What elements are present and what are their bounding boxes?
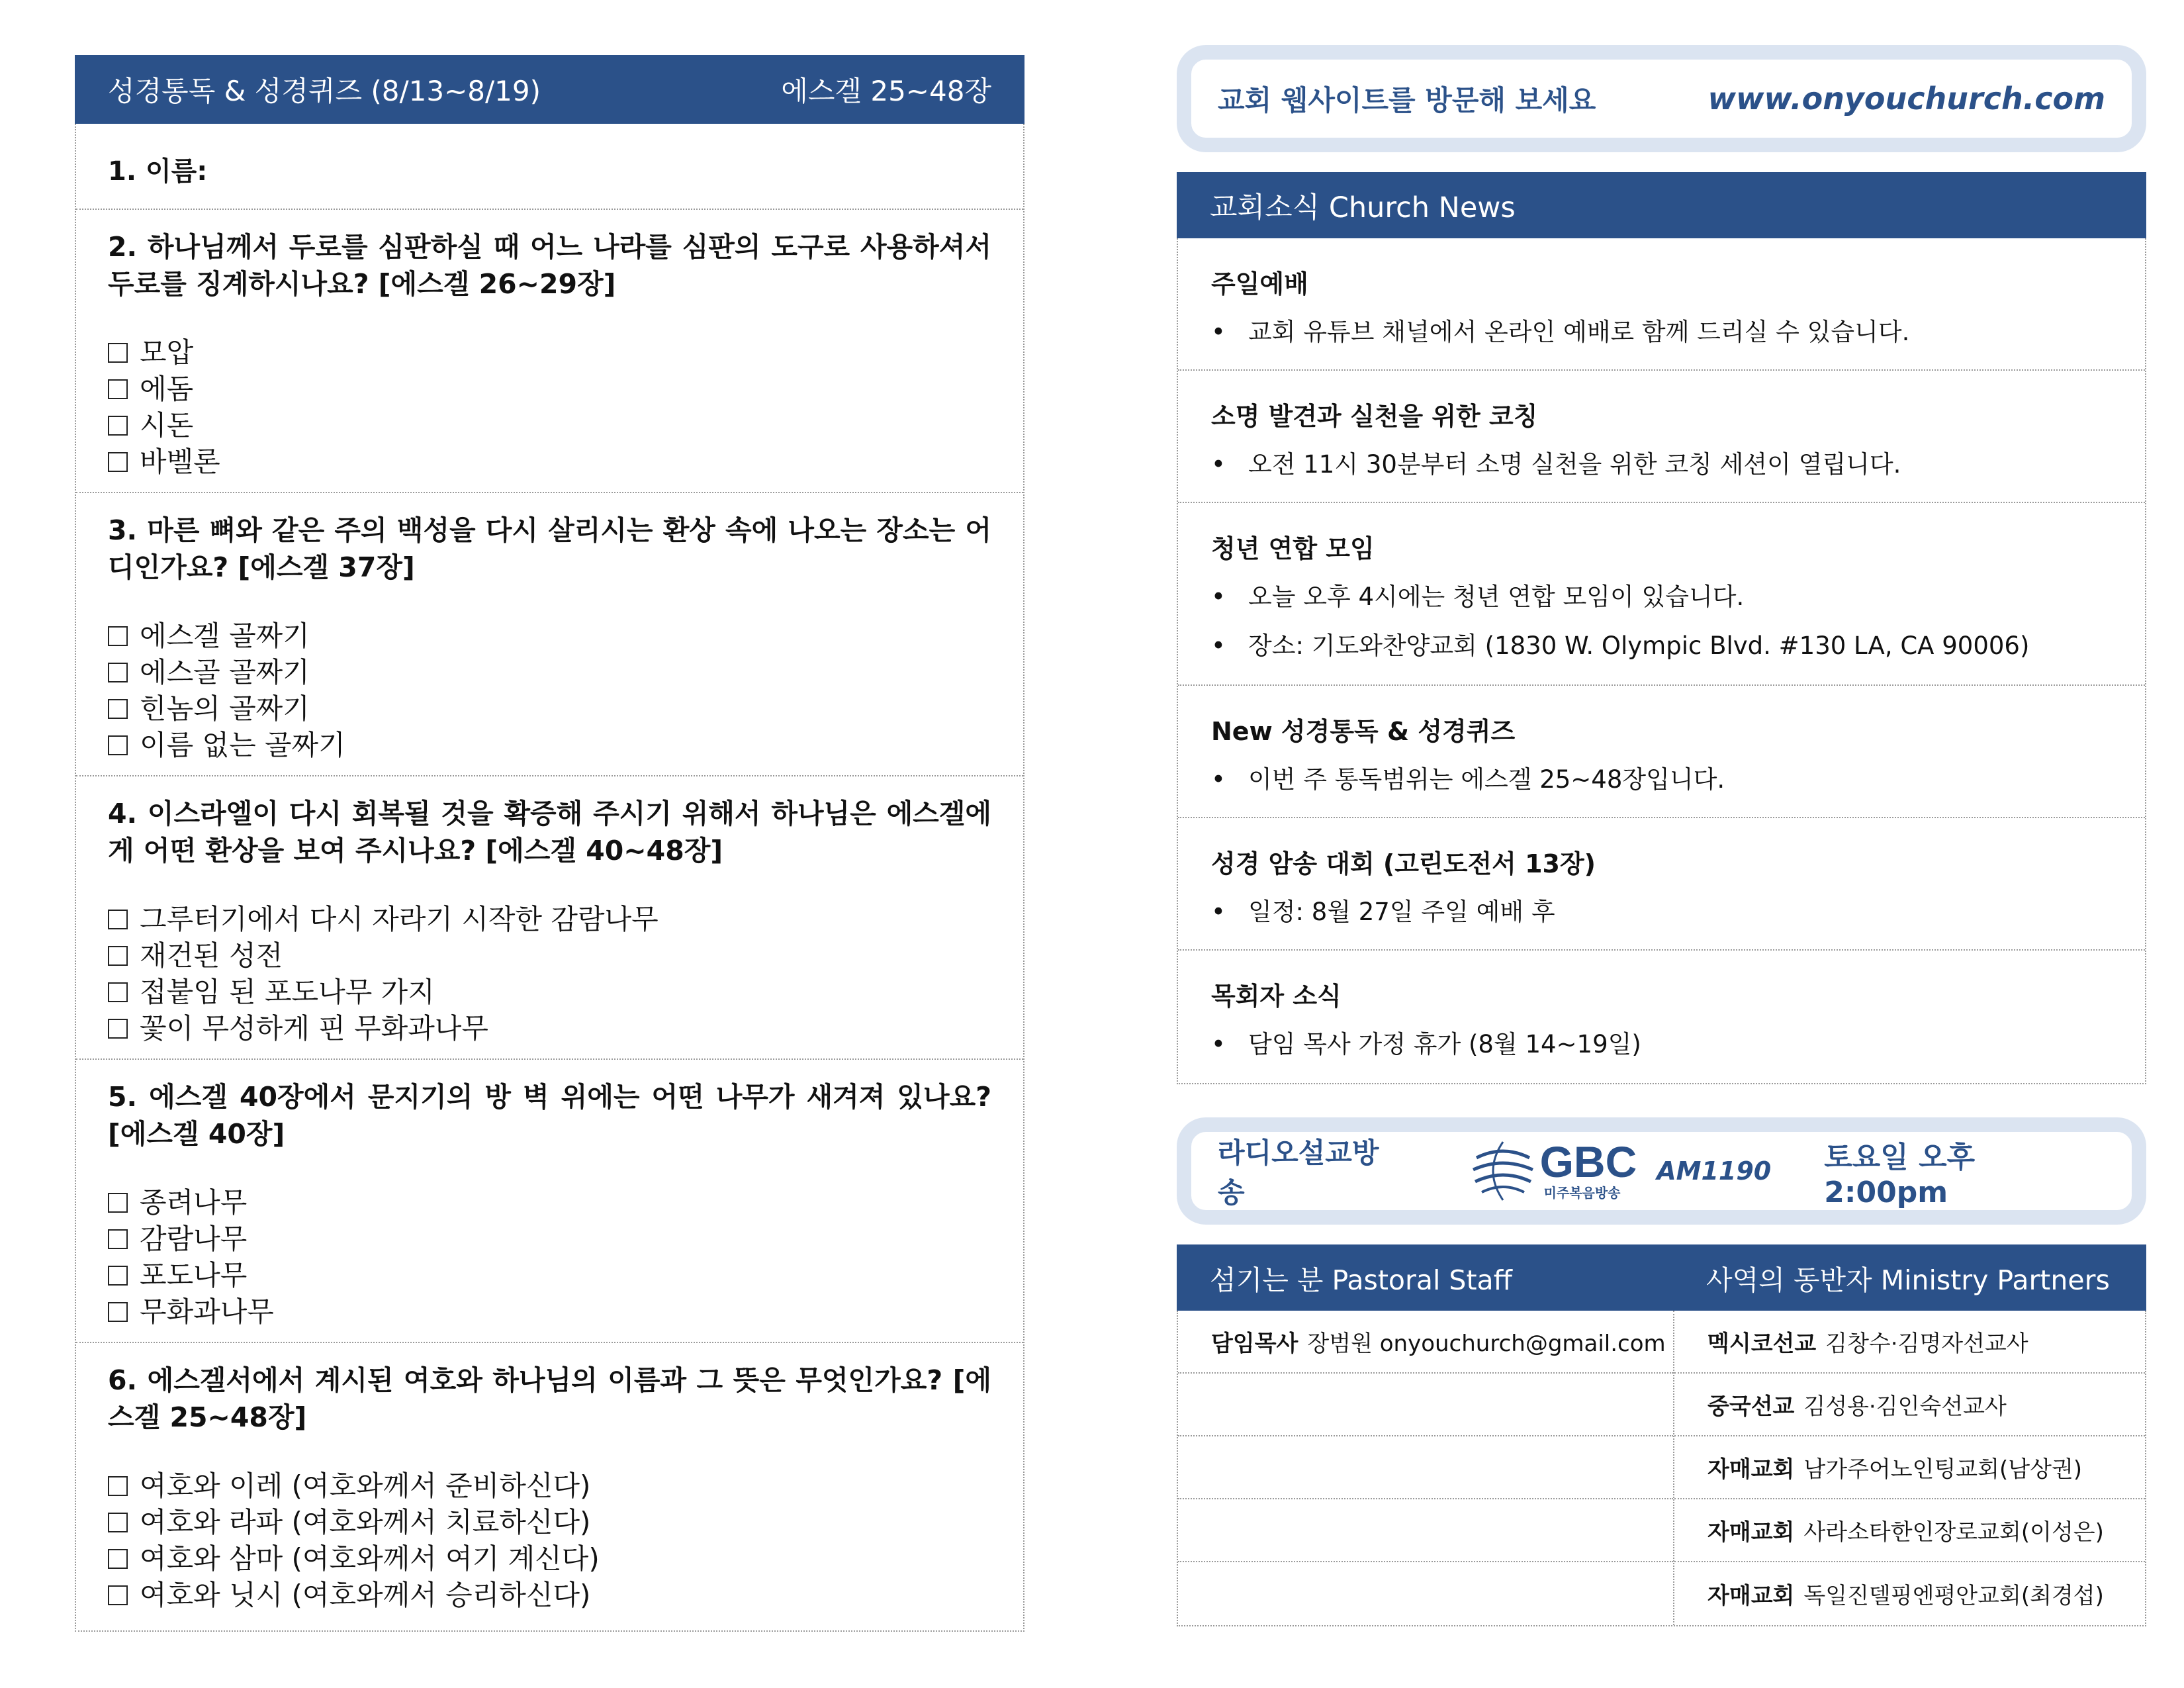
radio-label: 라디오설교방송 — [1218, 1137, 1379, 1209]
quiz-body — [75, 124, 1024, 1632]
checkbox-icon[interactable] — [108, 663, 128, 682]
quiz-range: 에스겔 25~48장 — [781, 75, 991, 107]
pastoral-staff-column — [1178, 1311, 1674, 1625]
news-item-sunday-service: 주일예배 • 교회 유튜브 채널에서 온라인 예배로 함께 드리실 수 있습니다. — [1178, 238, 2145, 371]
option[interactable]: 모압 — [108, 334, 991, 371]
church-news-panel — [1177, 172, 2146, 1084]
gbc-logo-subtext: 미주복음방송 — [1543, 1184, 1621, 1201]
website-label: 교회 웹사이트를 방문해 보세요 — [1218, 84, 1596, 117]
checkbox-icon[interactable] — [108, 946, 128, 966]
table-row: 자매교회 남가주어노인팅교회(남상권) — [1674, 1436, 2145, 1499]
checkbox-icon[interactable] — [108, 379, 128, 399]
news-bullet: • 오늘 오후 4시에는 청년 연합 모임이 있습니다. — [1211, 583, 1745, 611]
option[interactable]: 재건된 성전 — [108, 937, 991, 974]
table-row: 자매교회 사라소타한인장로교회(이성은) — [1674, 1499, 2145, 1562]
option[interactable]: 이름 없는 골짜기 — [108, 727, 991, 763]
checkbox-icon[interactable] — [108, 1302, 128, 1322]
option[interactable]: 그루터기에서 다시 자라기 시작한 감람나무 — [108, 901, 991, 937]
radio-time: 토요일 오후 2:00pm — [1824, 1140, 1976, 1209]
question-6 — [76, 1343, 1023, 1630]
table-row: 자매교회 독일진델핑엔평안교회(최경섭) — [1707, 1583, 2104, 1609]
question-text: 5. 에스겔 40장에서 문지기의 방 벽 위에는 어떤 나무가 새겨져 있나요? [에스겔 40장] — [108, 1081, 991, 1150]
option[interactable]: 에돔 — [108, 371, 991, 407]
news-item-youth-meeting: 청년 연합 모임 • 오늘 오후 4시에는 청년 연합 모임이 있습니다. • 장소: 기도와찬양교회 (1830 W. Olympic Blvd. #130 LA, CA 90006) — [1178, 503, 2145, 686]
option[interactable]: 포도나무 — [108, 1257, 991, 1293]
table-row — [1178, 1562, 1673, 1625]
question-3 — [76, 493, 1023, 776]
checkbox-icon[interactable] — [108, 452, 128, 472]
option[interactable]: 종려나무 — [108, 1184, 991, 1221]
option[interactable]: 여호와 이레 (여호와께서 준비하신다) — [108, 1468, 991, 1504]
staff-table — [1177, 1311, 2146, 1626]
radio-banner — [1177, 1117, 2146, 1225]
checkbox-icon[interactable] — [108, 626, 128, 646]
table-row — [1178, 1499, 1673, 1562]
question-2 — [76, 210, 1023, 493]
news-bullet: • 담임 목사 가정 휴가 (8월 14~19일) — [1211, 1030, 1641, 1058]
website-banner — [1177, 45, 2146, 152]
option[interactable]: 바벨론 — [108, 444, 991, 480]
bible-quiz-panel — [75, 55, 1024, 1632]
option[interactable]: 에스골 골짜기 — [108, 654, 991, 690]
quiz-title: 성경통독 & 성경퀴즈 (8/13~8/19) — [108, 75, 541, 107]
quiz-header — [75, 55, 1024, 124]
question-text: 4. 이스라엘이 다시 회복될 것을 확증해 주시기 위해서 하나님은 에스겔에게 어떤 환상을 보여 주시나요? [에스겔 40~48장] — [108, 798, 991, 867]
gbc-logo — [1470, 1138, 1637, 1204]
ministry-partners-column — [1674, 1311, 2145, 1625]
news-body — [1177, 238, 2146, 1084]
gbc-logo-text: GBC — [1539, 1137, 1637, 1186]
checkbox-icon[interactable] — [108, 735, 128, 755]
option[interactable]: 감람나무 — [108, 1221, 991, 1257]
news-bullet: • 장소: 기도와찬양교회 (1830 W. Olympic Blvd. #130 LA, CA 90006) — [1211, 632, 2030, 660]
globe-icon — [1470, 1138, 1536, 1204]
checkbox-icon[interactable] — [108, 1585, 128, 1605]
name-field-label: 1. 이름: — [76, 124, 1023, 210]
question-text: 3. 마른 뼈와 같은 주의 백성을 다시 살리시는 환상 속에 나오는 장소는 어디인가요? [에스겔 37장] — [108, 514, 991, 583]
option[interactable]: 시돈 — [108, 407, 991, 444]
option[interactable]: 무화과나무 — [108, 1293, 991, 1330]
checkbox-icon[interactable] — [108, 1193, 128, 1213]
question-5 — [76, 1060, 1023, 1343]
checkbox-icon[interactable] — [108, 910, 128, 929]
option[interactable]: 힌놈의 골짜기 — [108, 690, 991, 727]
option[interactable]: 여호와 라파 (여호와께서 치료하신다) — [108, 1504, 991, 1540]
checkbox-icon[interactable] — [108, 1549, 128, 1569]
checkbox-icon[interactable] — [108, 1476, 128, 1496]
radio-station: AM1190 — [1657, 1156, 1772, 1186]
news-item-memorization-contest: 성경 암송 대회 (고린도전서 13장) • 일정: 8월 27일 주일 예배 후 — [1178, 818, 2145, 951]
checkbox-icon[interactable] — [108, 982, 128, 1002]
ministry-partners-title: 사역의 동반자 Ministry Partners — [1706, 1264, 2110, 1296]
checkbox-icon[interactable] — [108, 416, 128, 436]
table-row: 멕시코선교 김창수·김명자선교사 — [1674, 1311, 2145, 1374]
option[interactable]: 꽃이 무성하게 핀 무화과나무 — [108, 1010, 991, 1047]
news-title: 교회소식 Church News — [1210, 191, 1516, 224]
news-bullet: • 오전 11시 30분부터 소명 실천을 위한 코칭 세션이 열립니다. — [1211, 450, 1901, 479]
news-header — [1177, 172, 2146, 238]
table-row: 중국선교 김성용·김인숙선교사 — [1674, 1374, 2145, 1436]
website-url-link[interactable]: www.onyouchurch.com — [1707, 81, 2105, 117]
checkbox-icon[interactable] — [108, 343, 128, 363]
option[interactable]: 에스겔 골짜기 — [108, 618, 991, 654]
news-item-bible-reading: New 성경통독 & 성경퀴즈 • 이번 주 통독범위는 에스겔 25~48장입니다. — [1178, 686, 2145, 818]
checkbox-icon[interactable] — [108, 1266, 128, 1286]
news-bullet: • 이번 주 통독범위는 에스겔 25~48장입니다. — [1211, 765, 1725, 794]
question-4 — [76, 776, 1023, 1060]
news-bullet: • 교회 유튜브 채널에서 온라인 예배로 함께 드리실 수 있습니다. — [1211, 318, 1910, 346]
news-item-pastor-news: 목회자 소식 • 담임 목사 가정 휴가 (8월 14~19일) — [1178, 951, 2145, 1083]
checkbox-icon[interactable] — [108, 1019, 128, 1039]
question-text: 6. 에스겔서에서 계시된 여호와 하나님의 이름과 그 뜻은 무엇인가요? [에스겔 25~48장] — [108, 1364, 991, 1433]
option[interactable]: 여호와 닛시 (여호와께서 승리하신다) — [108, 1577, 991, 1613]
checkbox-icon[interactable] — [108, 1513, 128, 1532]
table-row: 담임목사 장범원 onyouchurch@gmail.com — [1178, 1311, 1673, 1374]
table-row — [1178, 1374, 1673, 1436]
table-row — [1178, 1436, 1673, 1499]
option[interactable]: 접붙임 된 포도나무 가지 — [108, 974, 991, 1010]
staff-panel — [1177, 1244, 2146, 1626]
staff-header — [1177, 1244, 2146, 1311]
question-text: 2. 하나님께서 두로를 심판하실 때 어느 나라를 심판의 도구로 사용하셔서 두로를 징계하시나요? [에스겔 26~29장] — [108, 231, 991, 300]
news-bullet: • 일정: 8월 27일 주일 예배 후 — [1211, 898, 1555, 926]
option[interactable]: 여호와 삼마 (여호와께서 여기 계신다) — [108, 1540, 991, 1577]
pastoral-staff-title: 섬기는 분 Pastoral Staff — [1210, 1264, 1512, 1296]
checkbox-icon[interactable] — [108, 1229, 128, 1249]
news-item-coaching: 소명 발견과 실천을 위한 코칭 • 오전 11시 30분부터 소명 실천을 위한 코칭 세션이 열립니다. — [1178, 371, 2145, 503]
checkbox-icon[interactable] — [108, 699, 128, 719]
